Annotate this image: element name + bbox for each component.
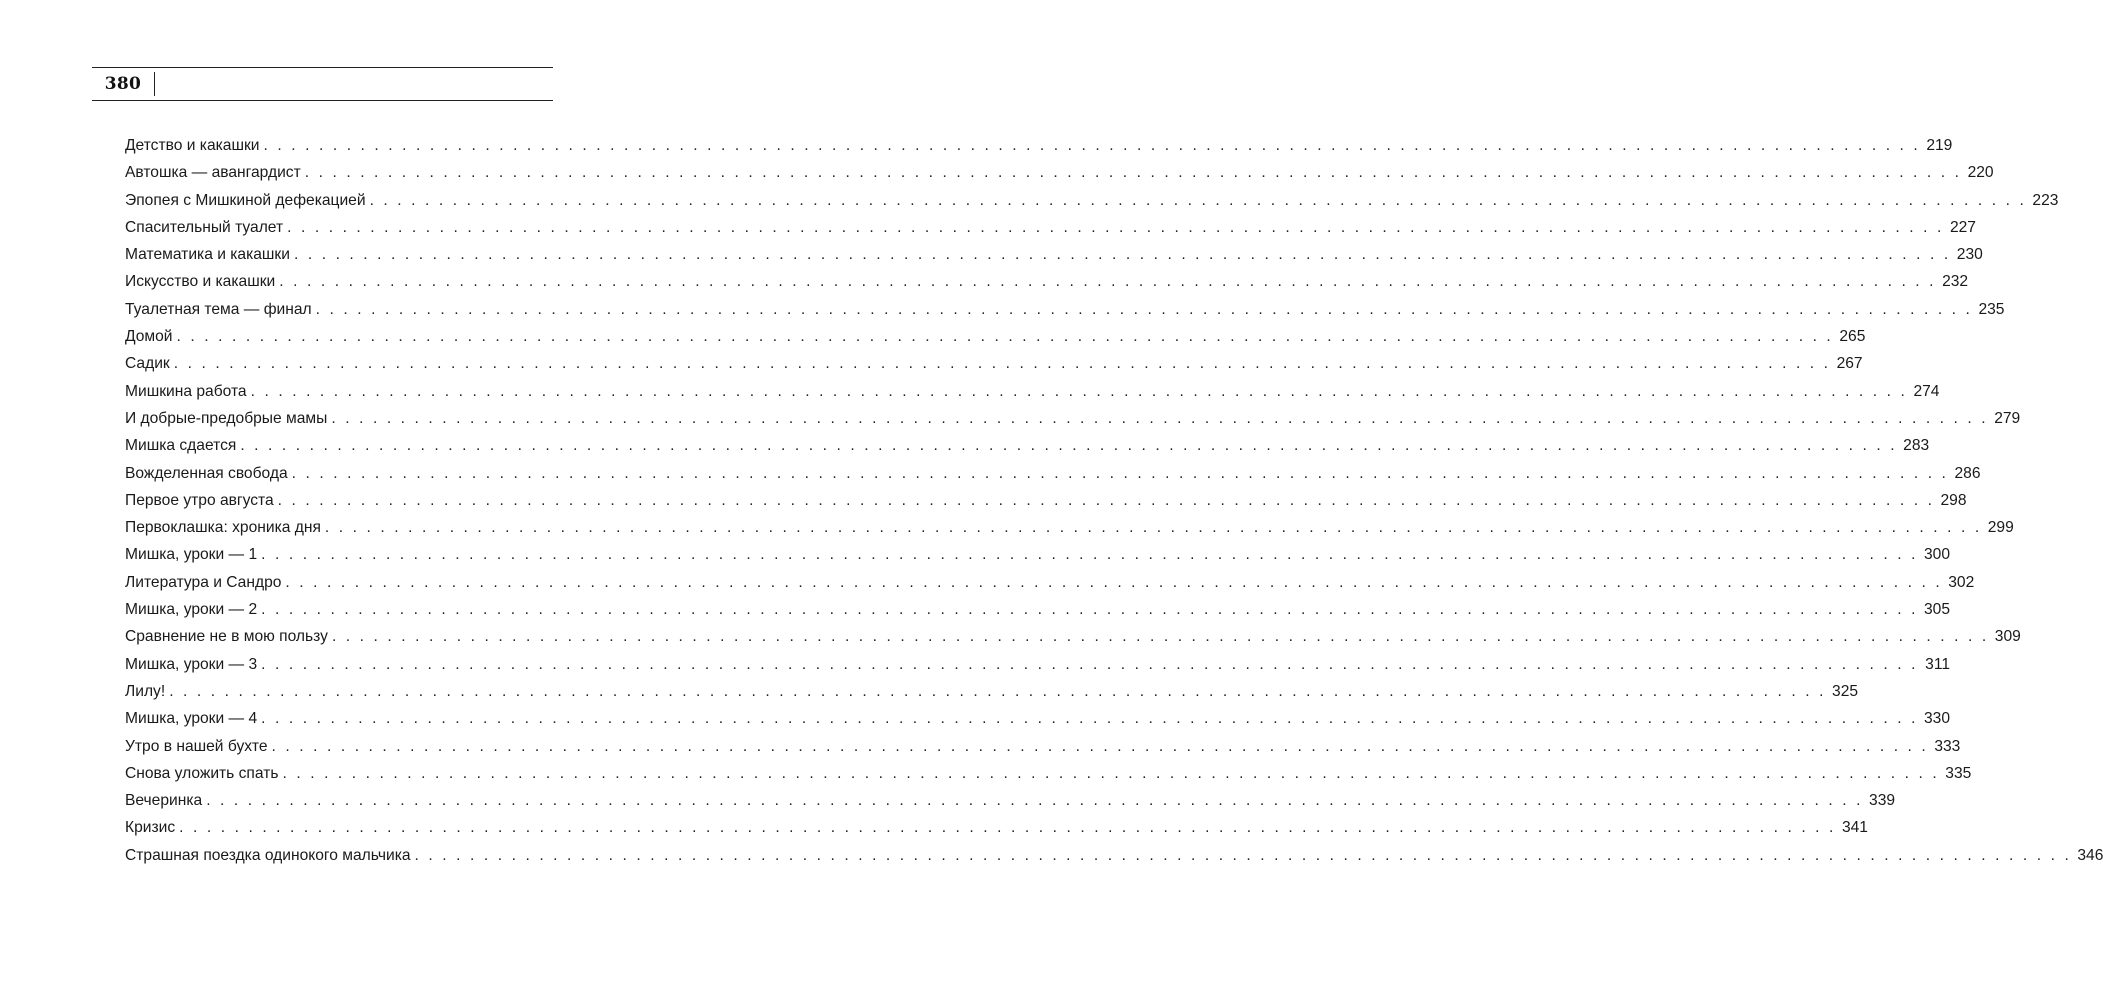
toc-entry-title: Мишкина работа xyxy=(125,382,247,400)
toc-entry-title: Искусство и какашки xyxy=(125,273,276,291)
toc-entry-title: Снова уложить спать xyxy=(125,764,279,782)
toc-dot-leader: . . . . . . . . . . . . . . . . . . . . . . . . . . . . . . . . . . . . . . . . . . . . . . . . . . . . . . . . . . . . . . . . . . . . . . . . . . . . . . . . . . . . . . . . . . . . . . . . . . . . . . . . . . . . . . . . . . . . . . . . xyxy=(250,382,1908,400)
toc-dot-leader: . . . . . . . . . . . . . . . . . . . . . . . . . . . . . . . . . . . . . . . . . . . . . . . . . . . . . . . . . . . . . . . . . . . . . . . . . . . . . . . . . . . . . . . . . . . . . . . . . . . . . . . . . . . . . . . . . . . . . . . . xyxy=(293,246,1951,264)
toc-entry[interactable] xyxy=(125,596,1951,623)
toc-entry-page: 223 xyxy=(2032,191,2059,209)
toc-entry-title: Утро в нашей бухте xyxy=(125,737,268,755)
toc-entry-page: 341 xyxy=(1841,819,1868,837)
toc-entry-page: 232 xyxy=(1942,273,1969,291)
page-number: 380 xyxy=(104,74,142,94)
toc-dot-leader: . . . . . . . . . . . . . . . . . . . . . . . . . . . . . . . . . . . . . . . . . . . . . . . . . . . . . . . . . . . . . . . . . . . . . . . . . . . . . . . . . . . . . . . . . . . . . . . . . . . . . . . . . . . . . . . . . . . . . . . . xyxy=(261,546,1919,564)
toc-entry-title: Мишка, уроки — 3 xyxy=(125,655,258,673)
toc-dot-leader: . . . . . . . . . . . . . . . . . . . . . . . . . . . . . . . . . . . . . . . . . . . . . . . . . . . . . . . . . . . . . . . . . . . . . . . . . . . . . . . . . . . . . . . . . . . . . . . . . . . . . . . . . . . . . . . . . . . . . . . . xyxy=(261,655,1919,673)
toc-entry-title: Садик xyxy=(125,355,170,373)
toc-entry-page: 267 xyxy=(1836,355,1863,373)
toc-entry[interactable] xyxy=(125,296,2005,323)
toc-entry[interactable] xyxy=(125,187,2059,214)
toc-dot-leader: . . . . . . . . . . . . . . . . . . . . . . . . . . . . . . . . . . . . . . . . . . . . . . . . . . . . . . . . . . . . . . . . . . . . . . . . . . . . . . . . . . . . . . . . . . . . . . . . . . . . . . . . . . . . . . . . . . . . . . . . xyxy=(206,792,1864,810)
toc-entry[interactable] xyxy=(125,159,1994,186)
toc-entry[interactable] xyxy=(125,651,1951,678)
toc-entry[interactable] xyxy=(125,132,1953,159)
toc-entry-page: 346 xyxy=(2077,846,2103,864)
toc-dot-leader: . . . . . . . . . . . . . . . . . . . . . . . . . . . . . . . . . . . . . . . . . . . . . . . . . . . . . . . . . . . . . . . . . . . . . . . . . . . . . . . . . . . . . . . . . . . . . . . . . . . . . . . . . . . . . . . . . . . . . . . . xyxy=(331,409,1989,427)
toc-entry[interactable] xyxy=(125,268,1969,295)
toc-entry-title: Детство и какашки xyxy=(125,137,260,154)
toc-entry-title: Математика и какашки xyxy=(125,246,290,264)
table-of-contents xyxy=(125,132,2103,869)
header-rule-bottom xyxy=(92,100,553,101)
toc-dot-leader: . . . . . . . . . . . . . . . . . . . . . . . . . . . . . . . . . . . . . . . . . . . . . . . . . . . . . . . . . . . . . . . . . . . . . . . . . . . . . . . . . . . . . . . . . . . . . . . . . . . . . . . . . . . . . . . . . . . . . . . . xyxy=(315,300,1973,318)
toc-entry-page: 279 xyxy=(1994,409,2021,427)
toc-entry-title: Мишка сдается xyxy=(125,437,237,455)
toc-dot-leader: . . . . . . . . . . . . . . . . . . . . . . . . . . . . . . . . . . . . . . . . . . . . . . . . . . . . . . . . . . . . . . . . . . . . . . . . . . . . . . . . . . . . . . . . . . . . . . . . . . . . . . . . . . . . . . . . . . . . . . . . xyxy=(282,764,1940,782)
toc-entry-title: Вечеринка xyxy=(125,792,203,810)
toc-entry-title: Эпопея с Мишкиной дефекацией xyxy=(125,191,366,209)
toc-dot-leader: . . . . . . . . . . . . . . . . . . . . . . . . . . . . . . . . . . . . . . . . . . . . . . . . . . . . . . . . . . . . . . . . . . . . . . . . . . . . . . . . . . . . . . . . . . . . . . . . . . . . . . . . . . . . . . . . . . . . . . . . xyxy=(331,628,1989,646)
toc-entry-title: Первоклашка: хроника дня xyxy=(125,519,321,537)
toc-entry-title: Мишка, уроки — 4 xyxy=(125,710,258,728)
toc-dot-leader: . . . . . . . . . . . . . . . . . . . . . . . . . . . . . . . . . . . . . . . . . . . . . . . . . . . . . . . . . . . . . . . . . . . . . . . . . . . . . . . . . . . . . . . . . . . . . . . . . . . . . . . . . . . . . . . . . . . . . . . . xyxy=(277,491,1935,509)
toc-entry-page: 220 xyxy=(1967,164,1994,182)
toc-entry[interactable] xyxy=(125,623,2021,650)
toc-entry-page: 325 xyxy=(1832,682,1859,700)
toc-entry-page: 286 xyxy=(1954,464,1981,482)
toc-entry-title: Кризис xyxy=(125,819,176,837)
toc-dot-leader: . . . . . . . . . . . . . . . . . . . . . . . . . . . . . . . . . . . . . . . . . . . . . . . . . . . . . . . . . . . . . . . . . . . . . . . . . . . . . . . . . . . . . . . . . . . . . . . . . . . . . . . . . . . . . . . . . . . . . . . . xyxy=(369,191,2027,209)
toc-entry-page: 302 xyxy=(1948,573,1975,591)
toc-entry-title: Лилу! xyxy=(125,682,166,700)
toc-entry-title: Сравнение не в мою пользу xyxy=(125,628,328,646)
toc-dot-leader: . . . . . . . . . . . . . . . . . . . . . . . . . . . . . . . . . . . . . . . . . . . . . . . . . . . . . . . . . . . . . . . . . . . . . . . . . . . . . . . . . . . . . . . . . . . . . . . . . . . . . . . . . . . . . . . . . . . . . . . . xyxy=(279,273,1937,291)
toc-entry[interactable] xyxy=(125,842,2103,869)
toc-entry-page: 283 xyxy=(1903,437,1930,455)
toc-entry-title: Литература и Сандро xyxy=(125,573,282,591)
toc-entry-page: 274 xyxy=(1913,382,1940,400)
toc-entry-page: 219 xyxy=(1926,137,1953,154)
toc-entry-page: 299 xyxy=(1987,519,2014,537)
toc-entry-page: 339 xyxy=(1869,792,1896,810)
toc-entry-title: Домой xyxy=(125,328,173,346)
toc-dot-leader: . . . . . . . . . . . . . . . . . . . . . . . . . . . . . . . . . . . . . . . . . . . . . . . . . . . . . . . . . . . . . . . . . . . . . . . . . . . . . . . . . . . . . . . . . . . . . . . . . . . . . . . . . . . . . . . . . . . . . . . . xyxy=(291,464,1949,482)
toc-entry-page: 235 xyxy=(1978,300,2005,318)
header-rule-top xyxy=(92,67,553,68)
toc-entry[interactable] xyxy=(125,514,2014,541)
toc-dot-leader: . . . . . . . . . . . . . . . . . . . . . . . . . . . . . . . . . . . . . . . . . . . . . . . . . . . . . . . . . . . . . . . . . . . . . . . . . . . . . . . . . . . . . . . . . . . . . . . . . . . . . . . . . . . . . . . . . . . . . . . . xyxy=(261,710,1919,728)
toc-entry-page: 265 xyxy=(1839,328,1866,346)
toc-entry-page: 311 xyxy=(1925,655,1951,673)
toc-entry-title: Первое утро августа xyxy=(125,491,274,509)
toc-entry[interactable] xyxy=(125,460,1981,487)
toc-entry-page: 309 xyxy=(1994,628,2021,646)
toc-dot-leader: . . . . . . . . . . . . . . . . . . . . . . . . . . . . . . . . . . . . . . . . . . . . . . . . . . . . . . . . . . . . . . . . . . . . . . . . . . . . . . . . . . . . . . . . . . . . . . . . . . . . . . . . . . . . . . . . . . . . . . . . xyxy=(285,573,1943,591)
toc-entry[interactable] xyxy=(125,378,1940,405)
toc-dot-leader: . . . . . . . . . . . . . . . . . . . . . . . . . . . . . . . . . . . . . . . . . . . . . . . . . . . . . . . . . . . . . . . . . . . . . . . . . . . . . . . . . . . . . . . . . . . . . . . . . . . . . . . . . . . . . . . . . . . . . . . . xyxy=(271,737,1929,755)
toc-entry[interactable] xyxy=(125,432,1930,459)
toc-dot-leader: . . . . . . . . . . . . . . . . . . . . . . . . . . . . . . . . . . . . . . . . . . . . . . . . . . . . . . . . . . . . . . . . . . . . . . . . . . . . . . . . . . . . . . . . . . . . . . . . . . . . . . . . . . . . . . . . . . . . . . . . xyxy=(169,682,1827,700)
toc-entry-title: И добрые-предобрые мамы xyxy=(125,409,328,427)
toc-dot-leader: . . . . . . . . . . . . . . . . . . . . . . . . . . . . . . . . . . . . . . . . . . . . . . . . . . . . . . . . . . . . . . . . . . . . . . . . . . . . . . . . . . . . . . . . . . . . . . . . . . . . . . . . . . . . . . . . . . . . . . . . xyxy=(176,328,1834,346)
toc-entry-page: 227 xyxy=(1949,218,1976,236)
toc-entry[interactable] xyxy=(125,487,1967,514)
toc-dot-leader: . . . . . . . . . . . . . . . . . . . . . . . . . . . . . . . . . . . . . . . . . . . . . . . . . . . . . . . . . . . . . . . . . . . . . . . . . . . . . . . . . . . . . . . . . . . . . . . . . . . . . . . . . . . . . . . . . . . . . . . . xyxy=(414,846,2072,864)
toc-entry-page: 230 xyxy=(1956,246,1983,264)
toc-entry[interactable] xyxy=(125,733,1961,760)
toc-entry[interactable] xyxy=(125,350,1863,377)
toc-entry-title: Страшная поездка одинокого мальчика xyxy=(125,846,411,864)
toc-entry[interactable] xyxy=(125,569,1975,596)
toc-entry-title: Спасительный туалет xyxy=(125,218,284,236)
toc-entry[interactable] xyxy=(125,760,1972,787)
header-divider xyxy=(154,72,155,96)
toc-entry-page: 333 xyxy=(1934,737,1961,755)
toc-entry-title: Вожделенная свобода xyxy=(125,464,288,482)
toc-entry-page: 335 xyxy=(1945,764,1972,782)
toc-entry[interactable] xyxy=(125,814,1868,841)
toc-entry[interactable] xyxy=(125,323,1866,350)
toc-entry-page: 330 xyxy=(1923,710,1951,728)
toc-entry-title: Мишка, уроки — 1 xyxy=(125,546,258,564)
toc-dot-leader: . . . . . . . . . . . . . . . . . . . . . . . . . . . . . . . . . . . . . . . . . . . . . . . . . . . . . . . . . . . . . . . . . . . . . . . . . . . . . . . . . . . . . . . . . . . . . . . . . . . . . . . . . . . . . . . . . . . . . . . . xyxy=(263,137,1921,154)
toc-dot-leader: . . . . . . . . . . . . . . . . . . . . . . . . . . . . . . . . . . . . . . . . . . . . . . . . . . . . . . . . . . . . . . . . . . . . . . . . . . . . . . . . . . . . . . . . . . . . . . . . . . . . . . . . . . . . . . . . . . . . . . . . xyxy=(304,164,1962,182)
toc-dot-leader: . . . . . . . . . . . . . . . . . . . . . . . . . . . . . . . . . . . . . . . . . . . . . . . . . . . . . . . . . . . . . . . . . . . . . . . . . . . . . . . . . . . . . . . . . . . . . . . . . . . . . . . . . . . . . . . . . . . . . . . . xyxy=(324,519,1982,537)
toc-entry-page: 298 xyxy=(1940,491,1967,509)
toc-entry-title: Автошка — авангардист xyxy=(125,164,301,182)
toc-entry-page: 305 xyxy=(1923,601,1951,619)
toc-dot-leader: . . . . . . . . . . . . . . . . . . . . . . . . . . . . . . . . . . . . . . . . . . . . . . . . . . . . . . . . . . . . . . . . . . . . . . . . . . . . . . . . . . . . . . . . . . . . . . . . . . . . . . . . . . . . . . . . . . . . . . . . xyxy=(240,437,1898,455)
toc-entry[interactable] xyxy=(125,241,1983,268)
toc-dot-leader: . . . . . . . . . . . . . . . . . . . . . . . . . . . . . . . . . . . . . . . . . . . . . . . . . . . . . . . . . . . . . . . . . . . . . . . . . . . . . . . . . . . . . . . . . . . . . . . . . . . . . . . . . . . . . . . . . . . . . . . . xyxy=(287,218,1944,236)
toc-entry[interactable] xyxy=(125,405,2021,432)
toc-entry-title: Туалетная тема — финал xyxy=(125,300,312,318)
toc-entry-page: 300 xyxy=(1923,546,1951,564)
toc-entry[interactable] xyxy=(125,705,1951,732)
toc-entry[interactable] xyxy=(125,541,1951,568)
toc-dot-leader: . . . . . . . . . . . . . . . . . . . . . . . . . . . . . . . . . . . . . . . . . . . . . . . . . . . . . . . . . . . . . . . . . . . . . . . . . . . . . . . . . . . . . . . . . . . . . . . . . . . . . . . . . . . . . . . . . . . . . . . . xyxy=(261,601,1919,619)
toc-entry[interactable] xyxy=(125,214,1976,241)
toc-entry-title: Мишка, уроки — 2 xyxy=(125,601,258,619)
toc-dot-leader: . . . . . . . . . . . . . . . . . . . . . . . . . . . . . . . . . . . . . . . . . . . . . . . . . . . . . . . . . . . . . . . . . . . . . . . . . . . . . . . . . . . . . . . . . . . . . . . . . . . . . . . . . . . . . . . . . . . . . . . . xyxy=(173,355,1831,373)
toc-dot-leader: . . . . . . . . . . . . . . . . . . . . . . . . . . . . . . . . . . . . . . . . . . . . . . . . . . . . . . . . . . . . . . . . . . . . . . . . . . . . . . . . . . . . . . . . . . . . . . . . . . . . . . . . . . . . . . . . . . . . . . . . xyxy=(179,819,1836,837)
toc-entry[interactable] xyxy=(125,787,1896,814)
toc-entry[interactable] xyxy=(125,678,1859,705)
